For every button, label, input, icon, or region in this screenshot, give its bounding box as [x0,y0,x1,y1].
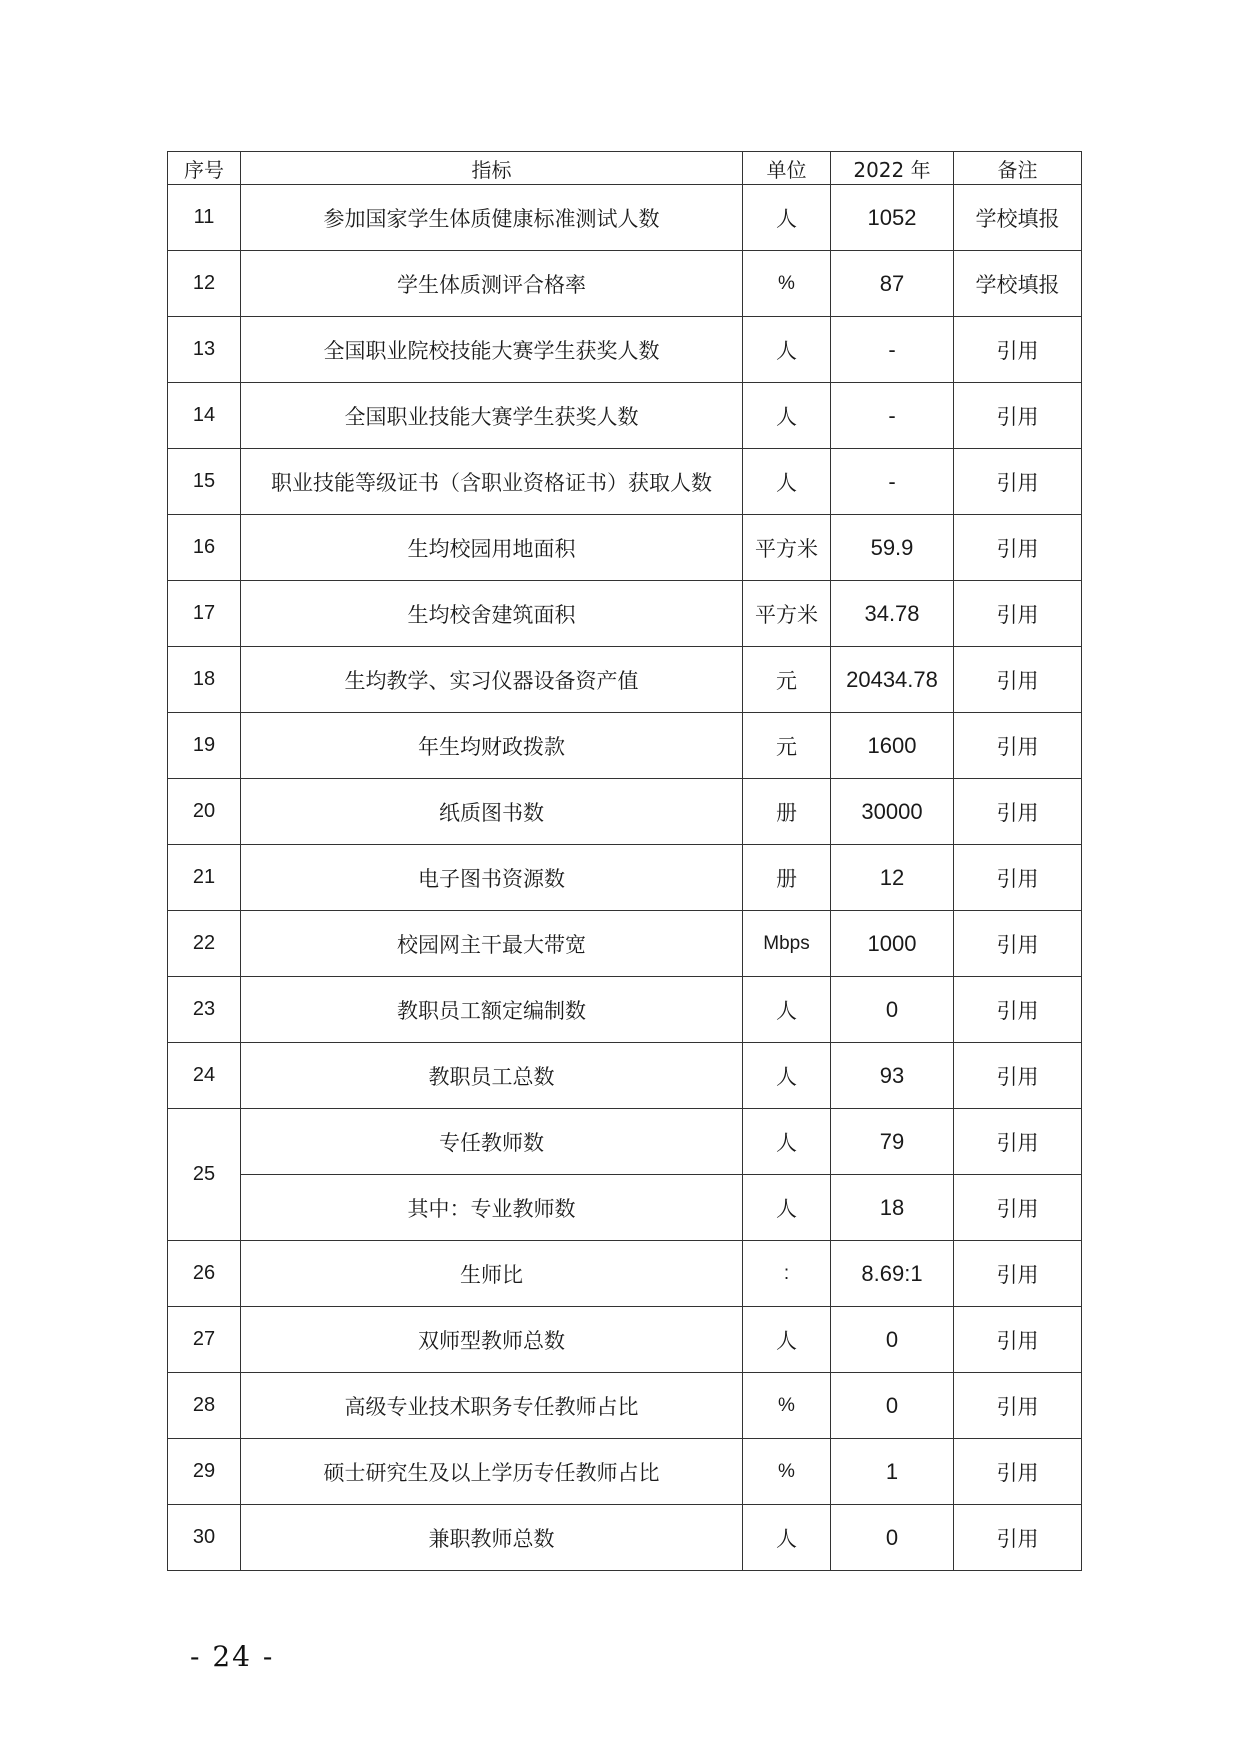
table-row [168,1043,1082,1109]
indicator-name: 全国职业技能大赛学生获奖人数 [241,383,743,449]
unit: : [743,1241,831,1307]
row-number: 17 [168,581,241,647]
note: 引用 [954,977,1082,1043]
table-row [168,1307,1082,1373]
unit: 人 [743,185,831,251]
unit: % [743,1373,831,1439]
header-no: 序号 [168,152,241,185]
value-2022: 0 [831,1505,954,1571]
table-row [168,581,1082,647]
value-2022: 59.9 [831,515,954,581]
indicator-name: 兼职教师总数 [241,1505,743,1571]
header-note: 备注 [954,152,1082,185]
indicator-name: 其中：专业教师数 [241,1175,743,1241]
unit: 人 [743,1307,831,1373]
table-row [168,317,1082,383]
table-header-row [168,152,1082,185]
row-number: 24 [168,1043,241,1109]
value-2022: 20434.78 [831,647,954,713]
table-row [168,251,1082,317]
indicator-name: 高级专业技术职务专任教师占比 [241,1373,743,1439]
indicator-name: 年生均财政拨款 [241,713,743,779]
unit: 人 [743,1505,831,1571]
note: 引用 [954,1505,1082,1571]
table-row [168,1241,1082,1307]
note: 引用 [954,779,1082,845]
value-2022: - [831,317,954,383]
value-2022: 1000 [831,911,954,977]
table-row [168,383,1082,449]
unit: 平方米 [743,581,831,647]
note: 引用 [954,1175,1082,1241]
indicator-name: 全国职业院校技能大赛学生获奖人数 [241,317,743,383]
unit: 人 [743,317,831,383]
value-2022: 0 [831,977,954,1043]
indicator-name: 硕士研究生及以上学历专任教师占比 [241,1439,743,1505]
value-2022: 87 [831,251,954,317]
unit: % [743,1439,831,1505]
indicator-name: 参加国家学生体质健康标准测试人数 [241,185,743,251]
value-2022: 0 [831,1307,954,1373]
table-row [168,1505,1082,1571]
row-number: 11 [168,185,241,251]
table-row [168,515,1082,581]
indicator-name: 职业技能等级证书（含职业资格证书）获取人数 [241,449,743,515]
row-number: 14 [168,383,241,449]
table-row [168,977,1082,1043]
note: 引用 [954,1241,1082,1307]
indicator-name: 教职员工总数 [241,1043,743,1109]
unit: 人 [743,449,831,515]
row-number: 18 [168,647,241,713]
unit: 人 [743,1109,831,1175]
note: 引用 [954,1307,1082,1373]
indicator-name: 教职员工额定编制数 [241,977,743,1043]
unit: % [743,251,831,317]
page-number: - 24 - [190,1640,275,1673]
indicator-name: 校园网主干最大带宽 [241,911,743,977]
indicator-name: 生师比 [241,1241,743,1307]
row-number: 25 [168,1109,241,1241]
unit: 人 [743,1043,831,1109]
header-indicator: 指标 [241,152,743,185]
value-2022: - [831,383,954,449]
value-2022: 34.78 [831,581,954,647]
note: 引用 [954,1043,1082,1109]
row-number: 12 [168,251,241,317]
value-2022: 18 [831,1175,954,1241]
unit: 人 [743,383,831,449]
note: 引用 [954,1373,1082,1439]
indicator-name: 生均校园用地面积 [241,515,743,581]
note: 引用 [954,1439,1082,1505]
value-2022: - [831,449,954,515]
row-number: 22 [168,911,241,977]
row-number: 26 [168,1241,241,1307]
unit: 元 [743,647,831,713]
note: 引用 [954,1109,1082,1175]
note: 引用 [954,911,1082,977]
indicator-name: 生均教学、实习仪器设备资产值 [241,647,743,713]
indicator-name: 学生体质测评合格率 [241,251,743,317]
note: 引用 [954,449,1082,515]
table-row [168,449,1082,515]
unit: Mbps [743,911,831,977]
note: 引用 [954,581,1082,647]
row-number: 27 [168,1307,241,1373]
note: 引用 [954,845,1082,911]
row-number: 30 [168,1505,241,1571]
table-row [168,845,1082,911]
value-2022: 8.69:1 [831,1241,954,1307]
value-2022: 79 [831,1109,954,1175]
value-2022: 12 [831,845,954,911]
note: 学校填报 [954,185,1082,251]
row-number: 23 [168,977,241,1043]
table-row [168,1373,1082,1439]
indicator-name: 纸质图书数 [241,779,743,845]
note: 学校填报 [954,251,1082,317]
header-unit: 单位 [743,152,831,185]
indicator-name: 电子图书资源数 [241,845,743,911]
value-2022: 1 [831,1439,954,1505]
indicator-name: 双师型教师总数 [241,1307,743,1373]
unit: 人 [743,1175,831,1241]
note: 引用 [954,713,1082,779]
row-number: 15 [168,449,241,515]
value-2022: 30000 [831,779,954,845]
note: 引用 [954,515,1082,581]
note: 引用 [954,647,1082,713]
value-2022: 0 [831,1373,954,1439]
header-year-2022: 2022 年 [831,152,954,185]
table-row [168,1439,1082,1505]
row-number: 16 [168,515,241,581]
row-number: 28 [168,1373,241,1439]
row-number: 13 [168,317,241,383]
unit: 册 [743,845,831,911]
table-row [168,1175,1082,1241]
table-row [168,779,1082,845]
row-number: 29 [168,1439,241,1505]
table-row [168,185,1082,251]
unit: 人 [743,977,831,1043]
indicator-name: 专任教师数 [241,1109,743,1175]
note: 引用 [954,317,1082,383]
row-number: 21 [168,845,241,911]
unit: 册 [743,779,831,845]
table-row [168,713,1082,779]
table-row [168,911,1082,977]
table-row [168,1109,1082,1175]
indicator-table [167,151,1082,1571]
note: 引用 [954,383,1082,449]
unit: 元 [743,713,831,779]
indicator-name: 生均校舍建筑面积 [241,581,743,647]
row-number: 20 [168,779,241,845]
value-2022: 93 [831,1043,954,1109]
table-row [168,647,1082,713]
value-2022: 1052 [831,185,954,251]
unit: 平方米 [743,515,831,581]
row-number: 19 [168,713,241,779]
value-2022: 1600 [831,713,954,779]
